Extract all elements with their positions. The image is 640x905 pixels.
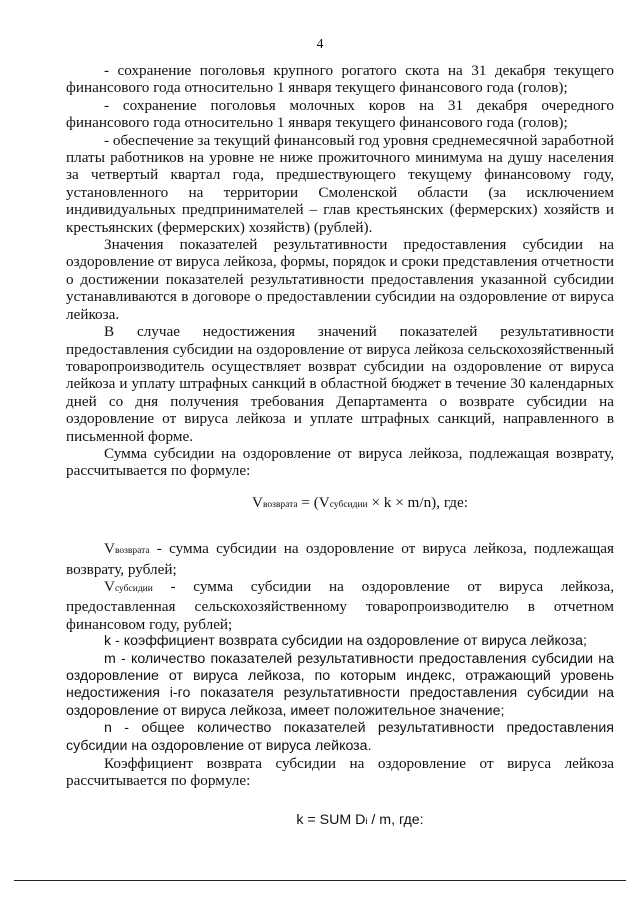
refund-formula: Vвозврата = (Vсубсидии × k × m/n), где:: [252, 493, 468, 511]
paragraph-coefficient-intro: Коэффициент возврата субсидии на оздоровление от вируса лейкоза рассчитывается по формуле:: [66, 755, 614, 790]
definition-k: k - коэффициент возврата субсидии на оздоровление от вируса лейкоза;: [104, 633, 587, 650]
page-number: 4: [316, 37, 324, 52]
definition-v-return: Vвозврата - сумма субсидии на оздоровление от вируса лейкоза, подлежащая возврату, рублей;: [66, 540, 614, 578]
document-body: [66, 62, 614, 830]
paragraph-indicator-values: Значения показателей результативности предоставления субсидии на оздоровление от вируса лейкоза, формы, порядок и сроки представления отчетности о достижении показателей результативности предоставления указанной субсидии устанавливаются в договоре о предоставлении субсидии на оздоровление от вируса лейкоза.: [66, 236, 614, 323]
definition-n: n - общее количество показателей результативности предоставления субсидии на оздоровление от вируса лейкоза.: [66, 720, 614, 754]
paragraph-dairy-cows-retention: - сохранение поголовья молочных коров на 31 декабря очередного финансового года относительно 1 января текущего финансового года (голов);: [66, 96, 614, 132]
definition-v-subsidy: Vсубсидии - сумма субсидии на оздоровление от вируса лейкоза, предоставленная сельскохозяйственному товаропроизводителю в отчетном финансовом году, рублей;: [66, 577, 614, 633]
paragraph-refund-formula-intro: Сумма субсидии на оздоровление от вируса лейкоза, подлежащая возврату, рассчитывается по формуле:: [66, 444, 614, 480]
definition-m: m - количество показателей результативности предоставления субсидии на оздоровление от вируса лейкоза, по которым индекс, отражающий уровень недостижения i-го показателя результативности предоставления субсидии на оздоровление от вируса лейкоза, имеет положительное значение;: [66, 650, 614, 719]
paragraph-salary-level: - обеспечение за текущий финансовый год уровня среднемесячной заработной платы работников на уровне не ниже прожиточного минимума на душу населения за четвертый квартал года, предшествующего текущему финансовому году, установленного на территории Смоленской области (за исключением индивидуальных предпринимателей – глав крестьянских (фермерских) хозяйств и крестьянских (фермерских) хозяйств) (рублей).: [66, 131, 614, 236]
paragraph-refund-case: В случае недостижения значений показателей результативности предоставления субсидии на оздоровление от вируса лейкоза сельскохозяйственный товаропроизводитель осуществляет возврат субсидии на оздоровление от вируса лейкоза и уплату штрафных санкций в областной бюджет в течение 30 календарных дней со дня получения требования Департамента о возврате субсидии на оздоровление от вируса лейкоза и уплате штрафных санкций, направленного в письменной форме.: [66, 323, 614, 445]
paragraph-cattle-retention: - сохранение поголовья крупного рогатого скота на 31 декабря текущего финансового года относительно 1 января текущего финансового года (голов);: [66, 62, 614, 97]
page-bottom-rule: [14, 880, 626, 881]
coefficient-formula: k = SUM Di / m, где:: [296, 811, 424, 828]
